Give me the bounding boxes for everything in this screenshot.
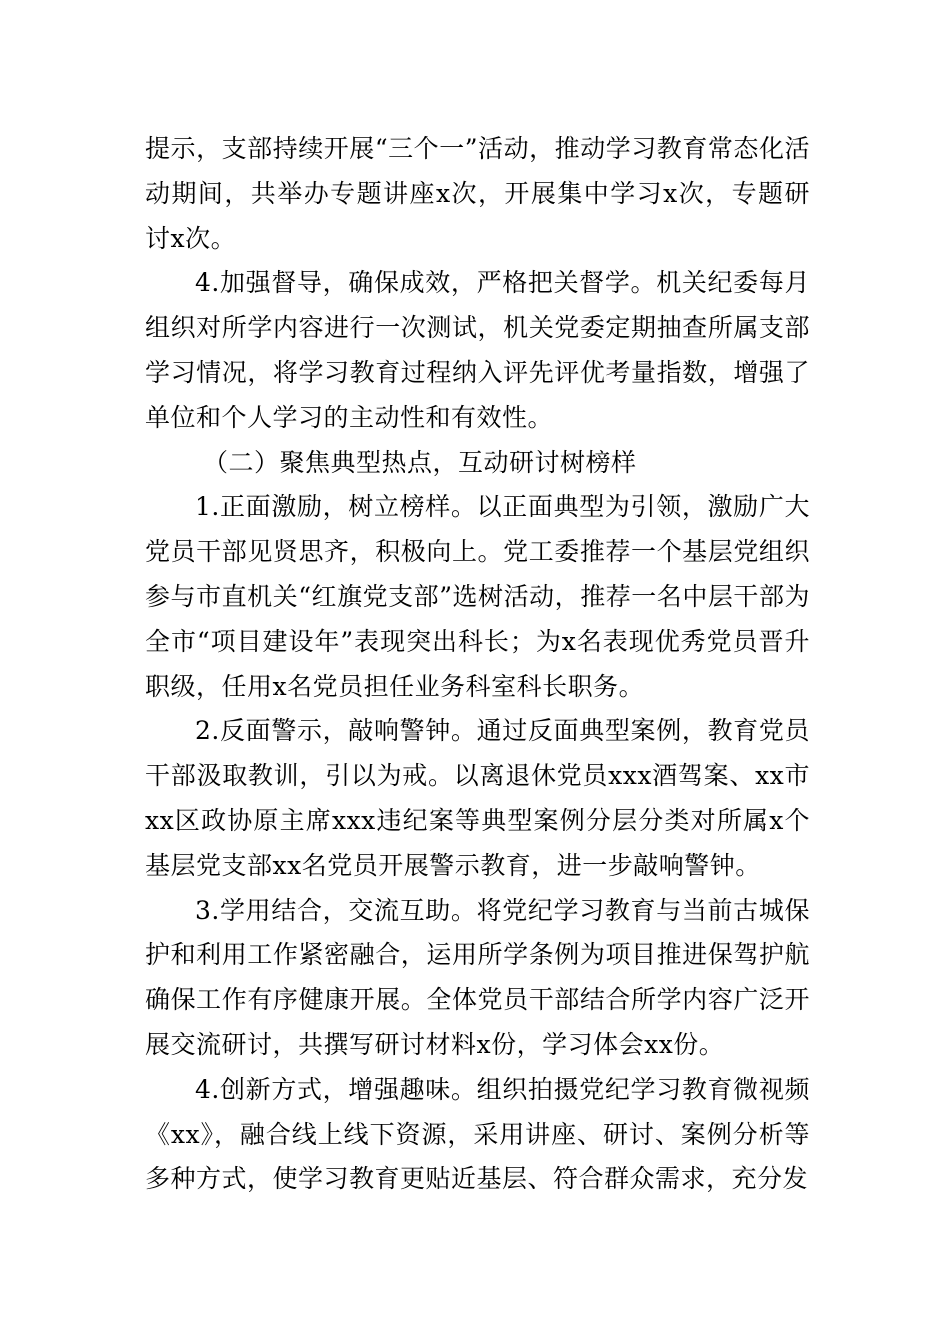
- paragraph-2: 4.加强督导，确保成效，严格把关督学。机关纪委每月组织对所学内容进行一次测试，机关党委定期抽查所属支部学习情况，将学习教育过程纳入评先评优考量指数，增强了单位和个人学习的主动性和有效性。: [145, 268, 810, 432]
- document-body: [145, 127, 810, 1202]
- paragraph-5: 3.学用结合，交流互助。将党纪学习教育与当前古城保护和利用工作紧密融合，运用所学条例为项目推进保驾护航确保工作有序健康开展。全体党员干部结合所学内容广泛开展交流研讨，共撰写研讨材料x份，学习体会xx份。: [145, 895, 810, 1059]
- paragraph-6: 4.创新方式，增强趣味。组织拍摄党纪学习教育微视频《xx》，融合线上线下资源，采用讲座、研讨、案例分析等多种方式，使学习教育更贴近基层、符合群众需求，充分发: [145, 1074, 810, 1194]
- paragraph-4: 2.反面警示，敲响警钟。通过反面典型案例，教育党员干部汲取教训，引以为戒。以离退休党员xxx酒驾案、xx市xx区政协原主席xxx违纪案等典型案例分层分类对所属x个基层党支部xx名党员开展警示教育，进一步敲响警钟。: [145, 716, 810, 880]
- paragraph-1: 提示，支部持续开展“三个一”活动，推动学习教育常态化活动期间，共举办专题讲座x次，开展集中学习x次，专题研讨x次。: [145, 134, 810, 253]
- paragraph-3: 1.正面激励，树立榜样。以正面典型为引领，激励广大党员干部见贤思齐，积极向上。党工委推荐一个基层党组织参与市直机关“红旗党支部”选树活动，推荐一名中层干部为全市“项目建设年”表现突出科长；为x名表现优秀党员晋升职级，任用x名党员担任业务科室科长职务。: [145, 492, 810, 701]
- section-heading: （二）聚焦典型热点，互动研讨树榜样: [203, 447, 637, 477]
